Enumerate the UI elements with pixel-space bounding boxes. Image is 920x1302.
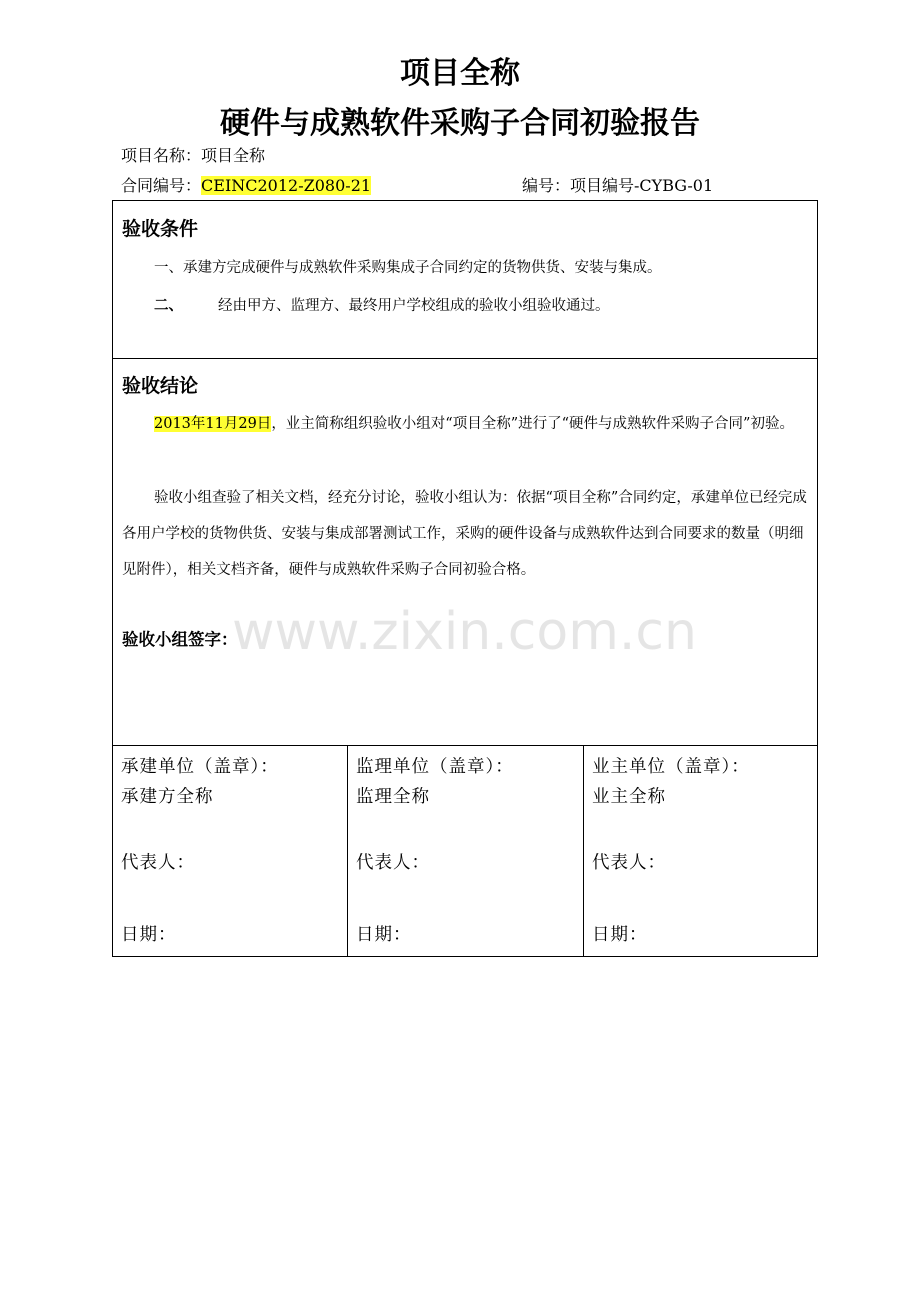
document-code-row xyxy=(522,173,713,196)
condition-item-2-number: 二、 xyxy=(154,297,183,314)
signature-label: 验收小组签字： xyxy=(122,630,238,649)
owner-cell xyxy=(584,746,817,956)
owner-representative-label: 代表人： xyxy=(592,853,666,873)
inspection-date: 2013年11月29日 xyxy=(154,416,272,432)
contractor-unit-name: 承建方全称 xyxy=(121,787,214,807)
watermark: www.zixin.com.cn xyxy=(232,602,697,662)
supervisor-cell xyxy=(348,746,584,956)
contractor-date-label: 日期： xyxy=(121,925,177,945)
document-title-line2: 硬件与成熟软件采购子合同初验报告 xyxy=(220,106,700,141)
contractor-unit-label: 承建单位（盖章）： xyxy=(121,757,279,777)
contract-number-value: CEINC2012-Z080-21 xyxy=(201,176,372,195)
conditions-section xyxy=(112,200,818,359)
supervisor-representative-label: 代表人： xyxy=(356,853,430,873)
contract-number-label: 合同编号： xyxy=(121,176,202,195)
condition-item-1: 一、承建方完成硬件与成熟软件采购集成子合同约定的货物供货、安装与集成。 xyxy=(154,260,662,276)
document-code-label: 编号： xyxy=(522,176,571,195)
conclusion-paragraph-1 xyxy=(122,406,809,442)
conditions-heading: 验收条件 xyxy=(122,218,199,240)
document-title-line1: 项目全称 xyxy=(400,56,520,91)
signature-table xyxy=(112,745,818,957)
owner-unit-name: 业主全称 xyxy=(592,787,666,807)
supervisor-date-label: 日期： xyxy=(356,925,412,945)
contract-number-row xyxy=(121,173,371,196)
project-name-row xyxy=(121,143,265,166)
project-name-value: 项目全称 xyxy=(201,146,266,165)
contractor-cell xyxy=(113,746,348,956)
condition-item-2-text: 经由甲方、监理方、最终用户学校组成的验收小组验收通过。 xyxy=(218,298,610,314)
conclusion-heading: 验收结论 xyxy=(122,375,199,397)
supervisor-unit-name: 监理全称 xyxy=(356,787,430,807)
supervisor-unit-label: 监理单位（盖章）： xyxy=(356,757,514,777)
conclusion-paragraph-2: 验收小组查验了相关文档，经充分讨论，验收小组认为：依据“项目全称”合同约定，承建单位已经完成各用户学校的货物供货、安装与集成部署测试工作，采购的硬件设备与成熟软件达到合同要求的数量（明细见附件），相关文档齐备，硬件与成熟软件采购子合同初验合格。 xyxy=(122,490,807,578)
conclusion-paragraph-1-text: ，业主简称组织验收小组对“项目全称”进行了“硬件与成熟软件采购子合同”初验。 xyxy=(271,416,794,432)
contractor-representative-label: 代表人： xyxy=(121,853,195,873)
condition-item-2 xyxy=(154,289,809,323)
owner-unit-label: 业主单位（盖章）： xyxy=(592,757,750,777)
project-name-label: 项目名称： xyxy=(121,146,202,165)
conclusion-section xyxy=(112,358,818,746)
document-code-value: 项目编号-CYBG-01 xyxy=(570,176,714,195)
owner-date-label: 日期： xyxy=(592,925,648,945)
